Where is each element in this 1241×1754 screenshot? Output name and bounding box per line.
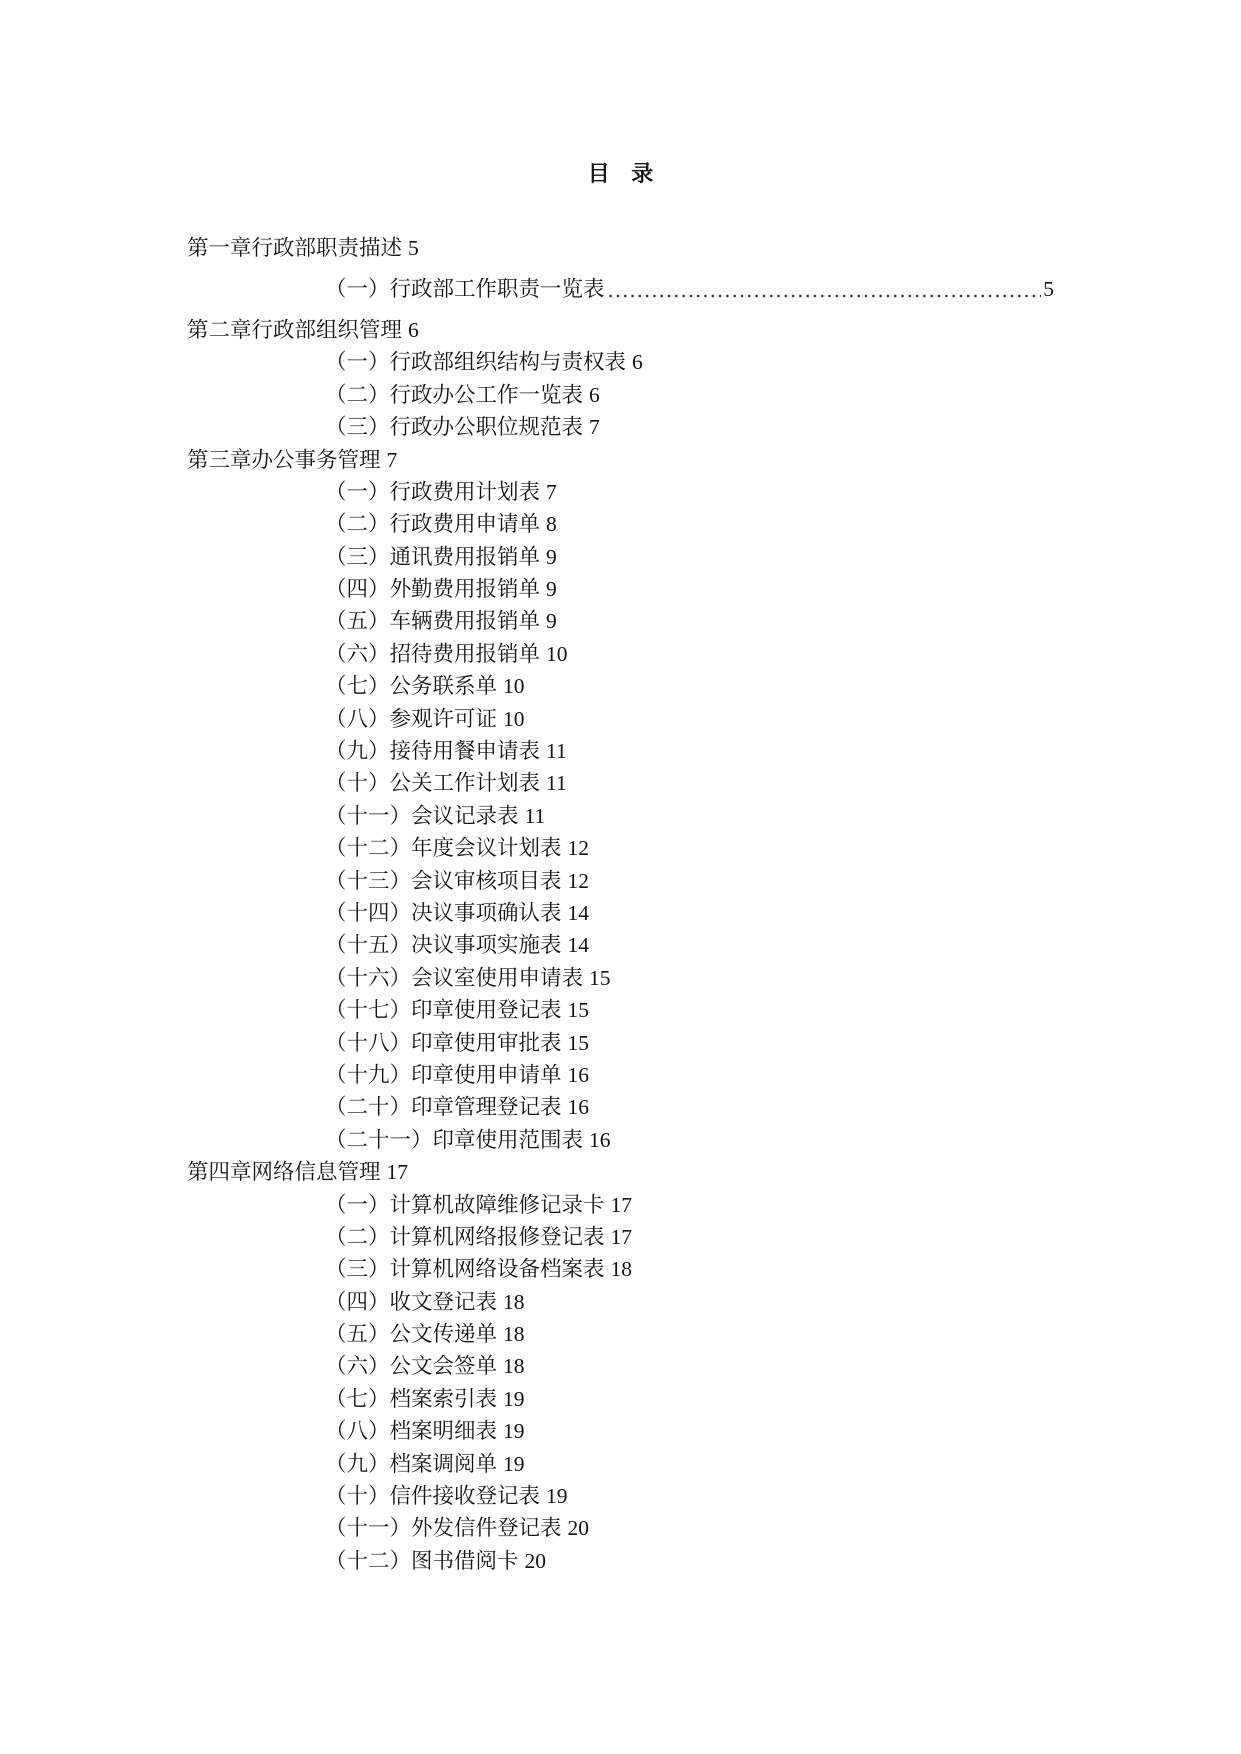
toc-entry-label: （九）接待用餐申请表 — [325, 739, 541, 764]
toc-page-number: 12 — [567, 836, 590, 861]
toc-page-number: 14 — [567, 933, 590, 958]
toc-entry-label: （十二）图书借阅卡 — [325, 1548, 519, 1573]
toc-page-number: 9 — [546, 577, 557, 602]
toc-entry-label: （十六）会议室使用申请表 — [325, 965, 584, 990]
toc-entry-label: （三）行政办公职位规范表 — [325, 415, 584, 440]
toc-entry — [0, 703, 1241, 735]
toc-entry — [0, 476, 1241, 508]
toc-entry-label: （五）公文传递单 — [325, 1322, 498, 1347]
toc-entry-label: （三）计算机网络设备档案表 — [325, 1257, 605, 1282]
toc-page-number: 16 — [567, 1062, 590, 1087]
toc-page-number: 18 — [503, 1289, 525, 1314]
toc-entry — [0, 1189, 1241, 1221]
toc-page-number: 17 — [386, 1160, 409, 1185]
toc-entry — [0, 573, 1241, 605]
toc-entry-label: （五）车辆费用报销单 — [325, 609, 541, 634]
toc-page-number: 6 — [408, 317, 419, 342]
toc-entry-label: （十七）印章使用登记表 — [325, 998, 562, 1023]
toc-entry — [0, 865, 1241, 897]
toc-page-number: 20 — [567, 1516, 590, 1541]
toc-entry — [0, 929, 1241, 961]
toc-page-number: 15 — [589, 965, 611, 990]
toc-entry-label: （一）行政部工作职责一览表 — [325, 276, 605, 301]
toc-entry-label: （十二）年度会议计划表 — [325, 836, 562, 861]
toc-entry — [0, 605, 1241, 637]
toc-title: 目 录 — [587, 161, 654, 186]
toc-entry — [0, 1124, 1241, 1156]
toc-entry — [0, 1415, 1241, 1447]
toc-entry-label: （二）行政费用申请单 — [325, 512, 541, 537]
toc-page-number: 11 — [546, 771, 567, 796]
toc-page-number: 17 — [610, 1192, 633, 1217]
toc-entry — [0, 800, 1241, 832]
toc-page-number: 19 — [546, 1484, 568, 1509]
toc-entry — [0, 832, 1241, 864]
toc-page-number: 16 — [589, 1127, 611, 1152]
dot-leader — [607, 273, 1042, 305]
toc-entry — [0, 1253, 1241, 1285]
toc-page-number: 19 — [503, 1451, 525, 1476]
toc-page-number: 19 — [503, 1419, 525, 1444]
toc-chapter-title: 第二章行政部组织管理 — [187, 317, 403, 342]
toc-entry — [0, 994, 1241, 1026]
toc-entry — [0, 1318, 1241, 1350]
toc-entry-label: （十四）决议事项确认表 — [325, 901, 562, 925]
toc-page-number: 11 — [546, 739, 567, 764]
toc-entry — [0, 379, 1241, 411]
toc-entry — [0, 670, 1241, 702]
toc-entry-label: （二）行政办公工作一览表 — [325, 382, 584, 407]
toc-entry — [0, 1221, 1241, 1253]
toc-page-number: 6 — [589, 382, 600, 407]
toc-chapter-4 — [0, 1156, 1241, 1188]
toc-page-number: 18 — [610, 1257, 633, 1282]
toc-entry — [0, 541, 1241, 573]
toc-entry — [0, 1091, 1241, 1123]
toc-page-number: 10 — [546, 641, 568, 666]
toc-page-number: 5 — [1043, 276, 1054, 301]
toc-chapter-3 — [0, 444, 1241, 476]
toc-page-number: 12 — [567, 868, 590, 893]
toc-page-number: 7 — [546, 479, 557, 504]
toc-entry — [0, 1383, 1241, 1415]
toc-entry — [0, 1545, 1241, 1577]
toc-page-number: 18 — [503, 1354, 525, 1379]
toc-entry-label: （十）信件接收登记表 — [325, 1484, 541, 1509]
toc-page-number: 20 — [524, 1548, 547, 1573]
toc-page-number: 11 — [524, 803, 546, 828]
toc-entry — [0, 1448, 1241, 1480]
toc-chapter-2 — [0, 314, 1241, 346]
toc-entry-label: （十五）决议事项实施表 — [325, 933, 562, 958]
toc-entry-label: （二十）印章管理登记表 — [325, 1095, 562, 1120]
toc-page-number: 7 — [386, 447, 398, 472]
toc-entry-label: （三）通讯费用报销单 — [325, 544, 541, 569]
table-of-contents — [0, 232, 1241, 1577]
toc-entry — [0, 962, 1241, 994]
toc-page-number: 18 — [503, 1322, 525, 1347]
toc-entry — [0, 1027, 1241, 1059]
toc-entry-label: （六）招待费用报销单 — [325, 641, 541, 666]
toc-entry-label: （十八）印章使用审批表 — [325, 1030, 562, 1055]
toc-entry — [0, 735, 1241, 767]
toc-page-number: 16 — [567, 1095, 590, 1120]
toc-entry-label: （十）公关工作计划表 — [325, 771, 541, 796]
toc-entry-label: （七）公务联系单 — [325, 674, 498, 699]
toc-entry — [0, 346, 1241, 378]
toc-entry — [0, 897, 1241, 929]
toc-entry — [0, 1059, 1241, 1091]
toc-chapter-title: 第一章行政部职责描述 — [187, 236, 403, 260]
toc-page-number: 19 — [503, 1386, 525, 1411]
toc-chapter-title: 第三章办公事务管理 — [187, 447, 381, 472]
toc-entry-label: （七）档案索引表 — [325, 1386, 498, 1411]
toc-page-number: 6 — [632, 350, 643, 375]
toc-entry — [0, 508, 1241, 540]
toc-entry-label: （二十一）印章使用范围表 — [325, 1127, 584, 1152]
toc-page-number: 8 — [546, 512, 557, 537]
toc-entry-label: （二）计算机网络报修登记表 — [325, 1224, 605, 1249]
toc-entry-label: （十一）会议记录表 — [325, 803, 519, 828]
toc-page-number: 7 — [589, 415, 600, 440]
toc-entry-label: （一）计算机故障维修记录卡 — [325, 1192, 605, 1217]
toc-entry-label: （四）外勤费用报销单 — [325, 577, 541, 602]
toc-entry-label: （九）档案调阅单 — [325, 1451, 498, 1476]
toc-entry — [0, 638, 1241, 670]
toc-entry — [0, 1512, 1241, 1544]
toc-entry-label: （八）参观许可证 — [325, 706, 498, 731]
toc-entry-label: （一）行政部组织结构与责权表 — [325, 350, 627, 375]
toc-entry-label: （八）档案明细表 — [325, 1419, 498, 1444]
toc-page-number: 9 — [546, 609, 557, 634]
toc-entry — [0, 411, 1241, 443]
toc-entry — [0, 767, 1241, 799]
toc-page-number: 15 — [567, 998, 590, 1023]
toc-entry-label: （十一）外发信件登记表 — [325, 1516, 562, 1541]
toc-entry-label: （十九）印章使用申请单 — [325, 1062, 562, 1087]
toc-entry — [325, 273, 1054, 305]
toc-entry — [0, 1286, 1241, 1318]
toc-entry-label: （六）公文会签单 — [325, 1354, 498, 1379]
toc-page-number: 10 — [503, 706, 525, 731]
toc-page-number: 14 — [567, 901, 590, 925]
toc-page-number: 15 — [567, 1030, 590, 1055]
toc-entry-label: （十三）会议审核项目表 — [325, 868, 562, 893]
toc-page-number: 10 — [503, 674, 525, 699]
toc-page-number: 9 — [546, 544, 557, 569]
toc-page-number: 17 — [610, 1224, 633, 1249]
toc-entry-label: （四）收文登记表 — [325, 1289, 498, 1314]
toc-entry — [0, 1350, 1241, 1382]
toc-chapter-title: 第四章网络信息管理 — [187, 1160, 381, 1185]
toc-entry — [0, 1480, 1241, 1512]
toc-entry-label: （一）行政费用计划表 — [325, 479, 541, 504]
toc-chapter-1 — [0, 232, 1241, 264]
toc-page-number: 5 — [408, 236, 419, 260]
